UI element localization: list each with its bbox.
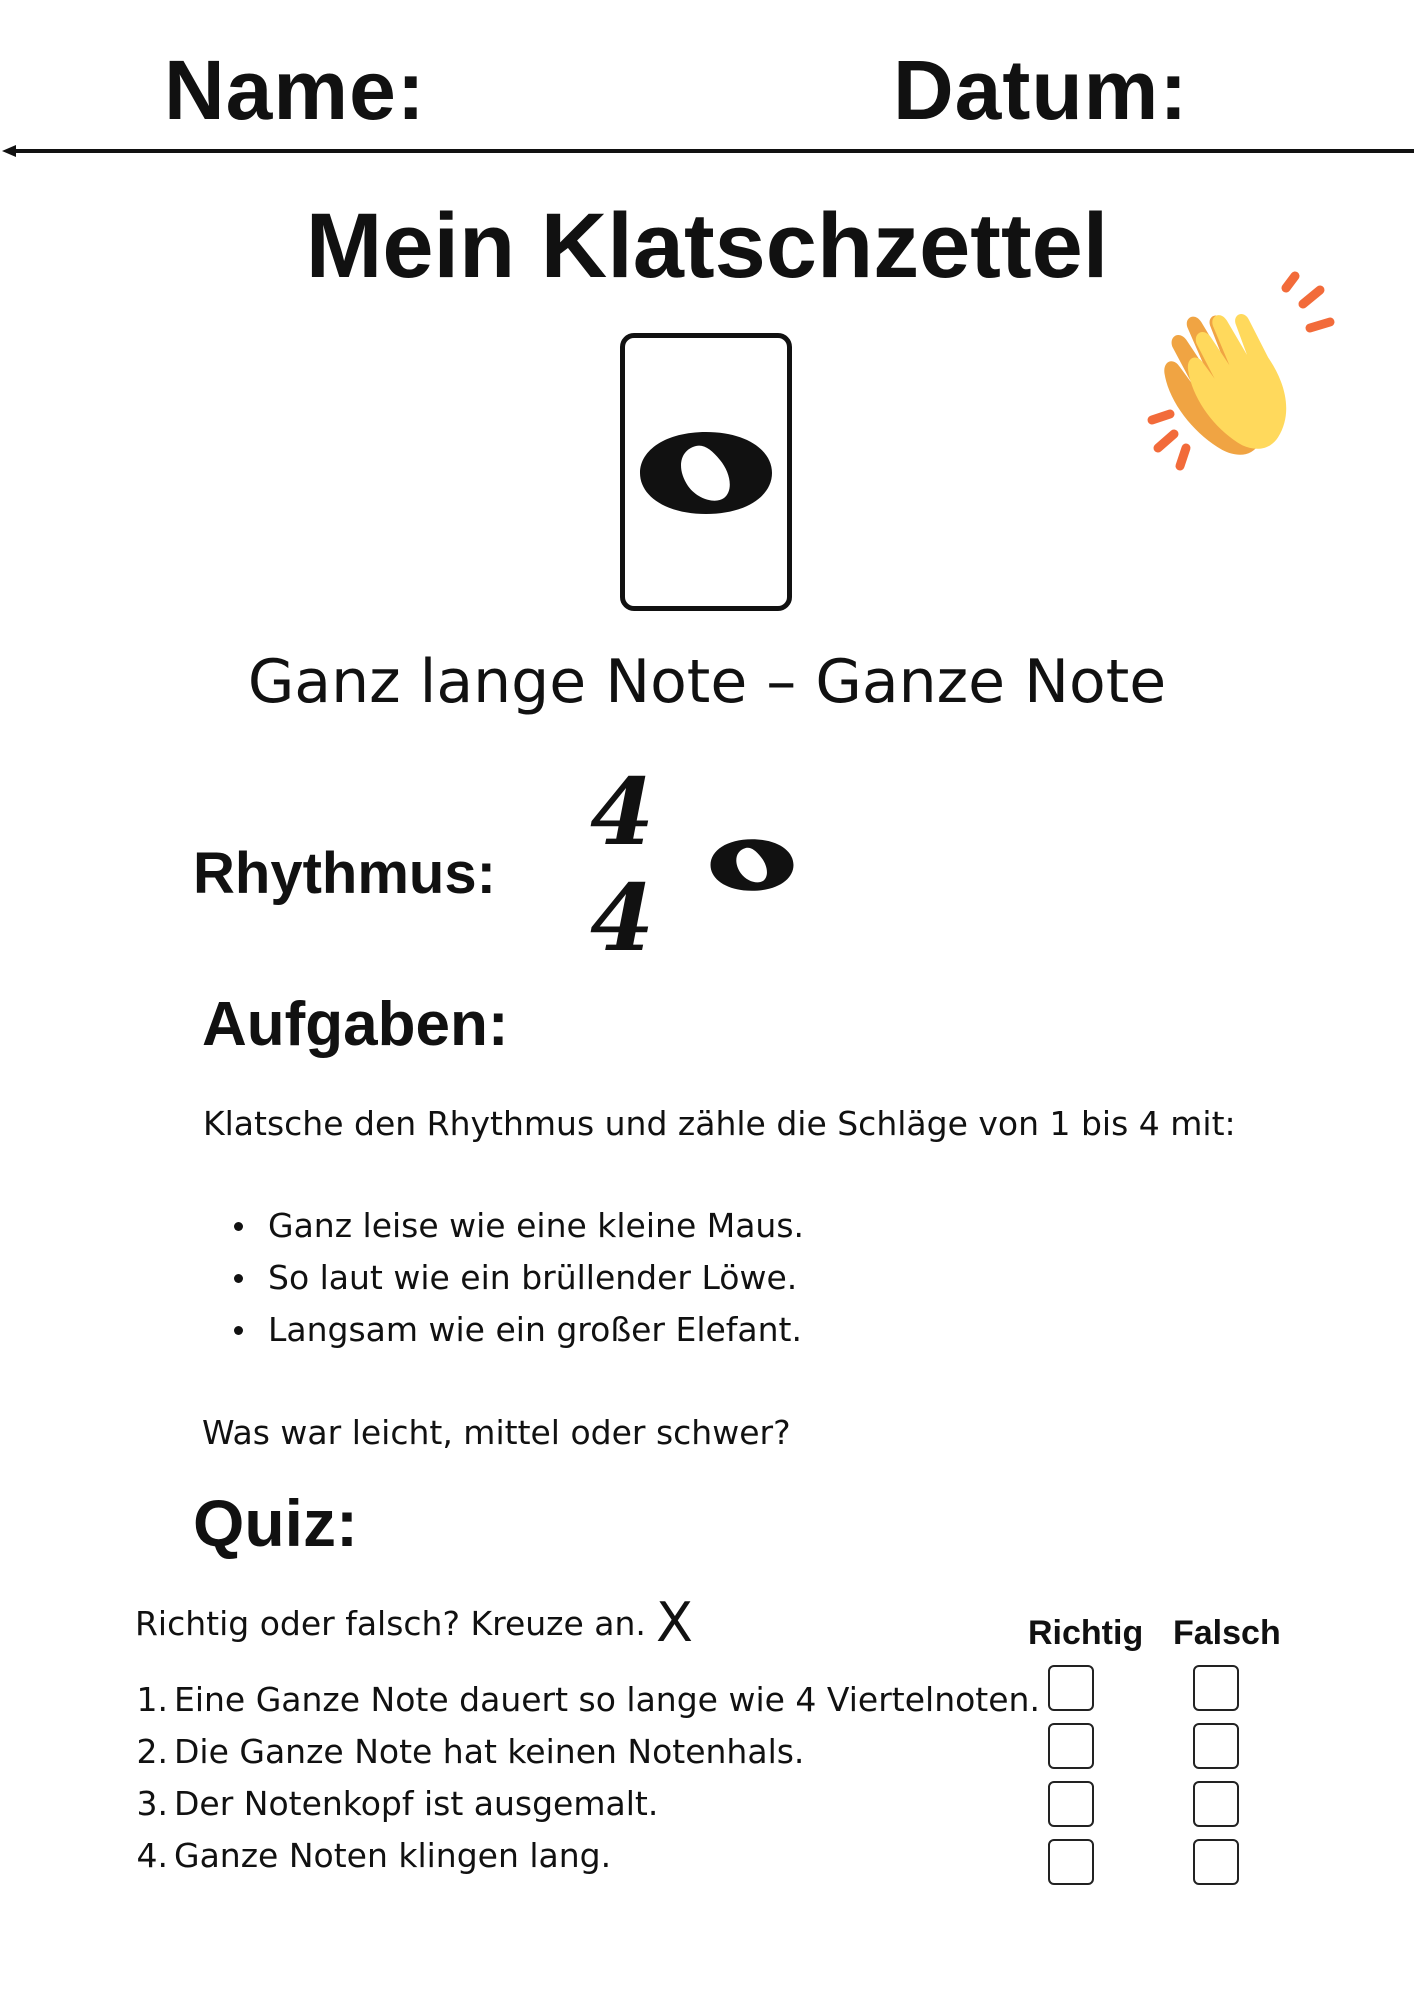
- quiz-item: [130, 1778, 1040, 1830]
- quiz-item-number: 3.: [136, 1784, 168, 1823]
- whole-note-icon: [708, 836, 796, 894]
- divider-arrow-tip: [2, 145, 16, 157]
- checkbox-item1-richtig[interactable]: [1048, 1665, 1094, 1711]
- rhythm-label: Rhythmus:: [193, 841, 496, 906]
- quiz-item-text: Ganze Noten klingen lang.: [174, 1836, 612, 1875]
- tasks-list: [230, 1200, 804, 1356]
- quiz-instruction: Richtig oder falsch? Kreuze an.: [135, 1604, 646, 1643]
- quiz-item: [130, 1830, 1040, 1882]
- checkbox-item1-falsch[interactable]: [1193, 1665, 1239, 1711]
- checkbox-item4-falsch[interactable]: [1193, 1839, 1239, 1885]
- cross-mark-example: X: [656, 1591, 693, 1654]
- quiz-heading: Quiz:: [193, 1486, 358, 1560]
- quiz-items: [130, 1674, 1040, 1882]
- clapping-hands-icon: [1140, 270, 1350, 480]
- time-signature-bottom: 4: [590, 864, 655, 972]
- quiz-item-text: Der Notenkopf ist ausgemalt.: [174, 1784, 659, 1823]
- quiz-item-number: 4.: [136, 1836, 168, 1875]
- page-title: Mein Klatschzettel: [305, 195, 1109, 297]
- list-item: So laut wie ein brüllender Löwe.: [230, 1252, 804, 1304]
- quiz-item-number: 2.: [136, 1732, 168, 1771]
- list-item: Ganz leise wie eine kleine Maus.: [230, 1200, 804, 1252]
- name-label: Name:: [164, 43, 426, 137]
- checkbox-item4-richtig[interactable]: [1048, 1839, 1094, 1885]
- checkbox-item2-falsch[interactable]: [1193, 1723, 1239, 1769]
- header-divider: [10, 149, 1414, 153]
- list-item: Langsam wie ein großer Elefant.: [230, 1304, 804, 1356]
- column-header-richtig: Richtig: [1028, 1614, 1144, 1652]
- date-label: Datum:: [893, 43, 1189, 137]
- tasks-question: Was war leicht, mittel oder schwer?: [202, 1413, 791, 1452]
- note-description: Ganz lange Note – Ganze Note: [247, 647, 1167, 717]
- tasks-heading: Aufgaben:: [202, 990, 509, 1059]
- whole-note-icon: [636, 428, 776, 518]
- quiz-item-text: Die Ganze Note hat keinen Notenhals.: [174, 1732, 805, 1771]
- column-header-falsch: Falsch: [1173, 1614, 1281, 1652]
- quiz-item-number: 1.: [136, 1680, 168, 1719]
- quiz-item: [130, 1726, 1040, 1778]
- quiz-item-text: Eine Ganze Note dauert so lange wie 4 Viertelnoten.: [174, 1680, 1040, 1719]
- quiz-item: [130, 1674, 1040, 1726]
- checkbox-item3-richtig[interactable]: [1048, 1781, 1094, 1827]
- checkbox-item3-falsch[interactable]: [1193, 1781, 1239, 1827]
- time-signature-top: 4: [590, 758, 655, 866]
- checkbox-item2-richtig[interactable]: [1048, 1723, 1094, 1769]
- tasks-instruction: Klatsche den Rhythmus und zähle die Schläge von 1 bis 4 mit:: [203, 1104, 1236, 1143]
